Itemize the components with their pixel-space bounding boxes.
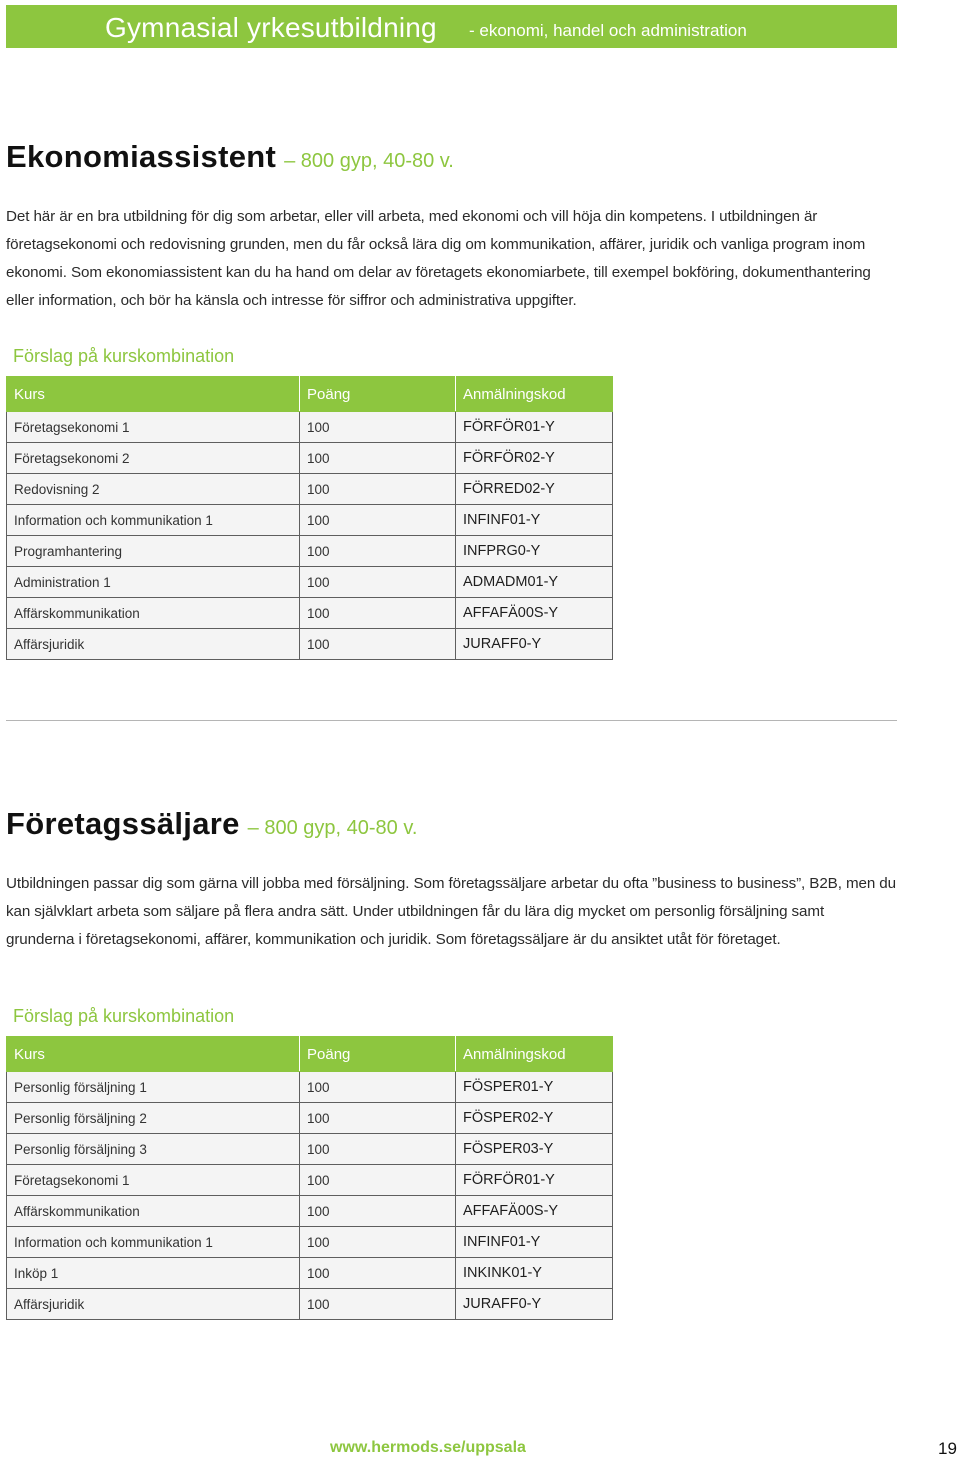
course-points: 100 [300, 629, 456, 660]
table-row [7, 1103, 613, 1134]
course-points: 100 [300, 474, 456, 505]
course-name: Personlig försäljning 3 [7, 1134, 300, 1165]
course-points: 100 [300, 1134, 456, 1165]
table-row [7, 567, 613, 598]
column-header-kurs: Kurs [7, 377, 300, 412]
course-name: Företagsekonomi 1 [7, 1165, 300, 1196]
course-code: ADMADM01-Y [456, 567, 613, 598]
header-title: Gymnasial yrkesutbildning [105, 12, 437, 43]
course-code: FÖRFÖR01-Y [456, 1165, 613, 1196]
table-row [7, 1227, 613, 1258]
table-row [7, 412, 613, 443]
section-name: Företagssäljare [6, 806, 240, 841]
course-code: FÖRRED02-Y [456, 474, 613, 505]
table-heading: Förslag på kurskombination [13, 346, 235, 366]
course-name: Företagsekonomi 1 [7, 412, 300, 443]
column-header-anmalningskod: Anmälningskod [456, 377, 613, 412]
column-header-kurs: Kurs [7, 1037, 300, 1072]
course-name: Inköp 1 [7, 1258, 300, 1289]
course-table [6, 376, 613, 660]
column-header-poang: Poäng [300, 1037, 456, 1072]
header-bar [6, 5, 897, 48]
section-divider [6, 720, 897, 721]
course-points: 100 [300, 1165, 456, 1196]
course-code: JURAFF0-Y [456, 1289, 613, 1320]
course-code: INFINF01-Y [456, 505, 613, 536]
table-row [7, 598, 613, 629]
section-meta: – 800 gyp, 40-80 v. [284, 150, 454, 172]
table-row [7, 629, 613, 660]
course-name: Programhantering [7, 536, 300, 567]
table-row [7, 1134, 613, 1165]
course-code: FÖSPER03-Y [456, 1134, 613, 1165]
table-row [7, 536, 613, 567]
column-header-poang: Poäng [300, 377, 456, 412]
course-code: INFPRG0-Y [456, 536, 613, 567]
section-meta: – 800 gyp, 40-80 v. [247, 817, 418, 839]
course-code: FÖRFÖR02-Y [456, 443, 613, 474]
course-points: 100 [300, 1103, 456, 1134]
course-points: 100 [300, 412, 456, 443]
course-points: 100 [300, 1227, 456, 1258]
table-header-row [7, 377, 613, 412]
course-name: Affärsjuridik [7, 1289, 300, 1320]
section-title-ekonomiassistent [6, 139, 454, 175]
table-row [7, 1165, 613, 1196]
table-row [7, 1289, 613, 1320]
course-points: 100 [300, 536, 456, 567]
course-points: 100 [300, 1072, 456, 1103]
course-points: 100 [300, 1258, 456, 1289]
page-number: 19 [938, 1439, 957, 1458]
table-header-row [7, 1037, 613, 1072]
table-row [7, 1196, 613, 1227]
table-row [7, 1258, 613, 1289]
course-points: 100 [300, 1196, 456, 1227]
course-code: AFFAFÄ00S-Y [456, 598, 613, 629]
footer-website-link[interactable]: www.hermods.se/uppsala [330, 1439, 526, 1456]
table-heading: Förslag på kurskombination [13, 1006, 235, 1026]
course-code: INKINK01-Y [456, 1258, 613, 1289]
course-name: Personlig försäljning 1 [7, 1072, 300, 1103]
course-code: FÖSPER01-Y [456, 1072, 613, 1103]
column-header-anmalningskod: Anmälningskod [456, 1037, 613, 1072]
course-name: Information och kommunikation 1 [7, 1227, 300, 1258]
course-code: FÖRFÖR01-Y [456, 412, 613, 443]
course-name: Redovisning 2 [7, 474, 300, 505]
course-table [6, 1036, 613, 1320]
course-points: 100 [300, 443, 456, 474]
section-name: Ekonomiassistent [6, 139, 277, 174]
course-points: 100 [300, 598, 456, 629]
section-description: Utbildningen passar dig som gärna vill jobba med försäljning. Som företagssäljare arbetar du ofta ”business to business”, B2B, men du kan självklart arbeta som säljare på flera andra sätt. Under utbildningen får du lära dig mycket om personlig försäljning samt grunderna i företagsekonomi, affärer, kommunikation och juridik. Som företagssäljare är du ansiktet utåt för företaget. [6, 875, 897, 948]
table-row [7, 1072, 613, 1103]
course-code: FÖSPER02-Y [456, 1103, 613, 1134]
course-name: Affärsjuridik [7, 629, 300, 660]
course-code: AFFAFÄ00S-Y [456, 1196, 613, 1227]
section-title-foretagssaljare [6, 806, 417, 842]
course-name: Affärskommunikation [7, 598, 300, 629]
course-name: Information och kommunikation 1 [7, 505, 300, 536]
course-points: 100 [300, 567, 456, 598]
course-code: JURAFF0-Y [456, 629, 613, 660]
course-name: Personlig försäljning 2 [7, 1103, 300, 1134]
course-points: 100 [300, 1289, 456, 1320]
course-code: INFINF01-Y [456, 1227, 613, 1258]
header-subtitle: - ekonomi, handel och administration [469, 21, 747, 40]
course-points: 100 [300, 505, 456, 536]
course-name: Administration 1 [7, 567, 300, 598]
course-name: Affärskommunikation [7, 1196, 300, 1227]
table-row [7, 505, 613, 536]
course-name: Företagsekonomi 2 [7, 443, 300, 474]
section-description: Det här är en bra utbildning för dig som arbetar, eller vill arbeta, med ekonomi och vill höja din kompetens. I utbildningen är företagsekonomi och redovisning grunden, men du får också lära dig om kommunikation, affärer, juridik och vanliga program inom ekonomi. Som ekonomiassistent kan du ha hand om delar av företagets ekonomiarbete, till exempel bokföring, dokumenthantering eller information, och bör ha känsla och intresse för siffror och administrativa uppgifter. [6, 208, 871, 309]
table-row [7, 474, 613, 505]
table-row [7, 443, 613, 474]
